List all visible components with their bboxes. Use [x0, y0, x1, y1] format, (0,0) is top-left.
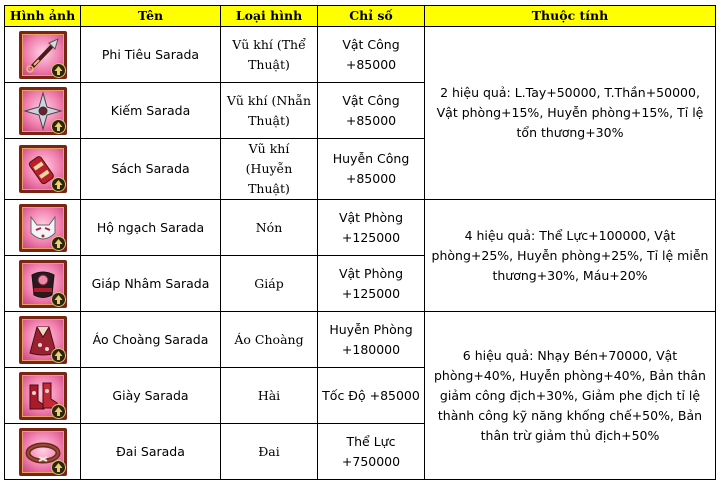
upgrade-arrow-icon [51, 348, 66, 363]
set-effect-2: 2 hiệu quả: L.Tay+50000, T.Thần+50000, Vật phòng+15%, Huyễn phòng+15%, Tỉ lệ tổn thương+30% [425, 27, 716, 200]
item-stat: Vật Phòng +125000 [318, 200, 425, 256]
item-type: Đai [221, 424, 318, 480]
upgrade-arrow-icon [51, 236, 66, 251]
shuriken-icon [19, 87, 67, 135]
item-type: Nón [221, 200, 318, 256]
item-type: Giáp [221, 256, 318, 312]
boots-icon [19, 372, 67, 420]
item-stat: Vật Công +85000 [318, 27, 425, 83]
image-cell [5, 424, 81, 480]
item-type: Vũ khí (Nhẫn Thuật) [221, 83, 318, 139]
image-cell [5, 368, 81, 424]
item-stat: Huyễn Phòng +180000 [318, 312, 425, 368]
item-stat: Huyễn Công +85000 [318, 139, 425, 200]
upgrade-arrow-icon [51, 177, 66, 192]
table-row [5, 312, 716, 368]
item-stat: Vật Phòng +125000 [318, 256, 425, 312]
header-image: Hình ảnh [5, 6, 81, 27]
equipment-table [4, 5, 716, 480]
item-name: Áo Choàng Sarada [81, 312, 221, 368]
fox-mask-icon [19, 204, 67, 252]
header-name: Tên [81, 6, 221, 27]
item-name: Giày Sarada [81, 368, 221, 424]
belt-icon [19, 428, 67, 476]
item-name: Phi Tiêu Sarada [81, 27, 221, 83]
armor-icon [19, 260, 67, 308]
item-stat: Tốc Độ +85000 [318, 368, 425, 424]
header-stat: Chỉ số [318, 6, 425, 27]
upgrade-arrow-icon [51, 404, 66, 419]
upgrade-arrow-icon [51, 119, 66, 134]
item-name: Hộ ngạch Sarada [81, 200, 221, 256]
set-effect-4: 4 hiệu quả: Thể Lực+100000, Vật phòng+25%, Huyễn phòng+25%, Tỉ lệ miễn thương+30%, Máu+20% [425, 200, 716, 312]
item-name: Kiếm Sarada [81, 83, 221, 139]
image-cell [5, 312, 81, 368]
upgrade-arrow-icon [51, 63, 66, 78]
header-attribute: Thuộc tính [425, 6, 716, 27]
upgrade-arrow-icon [51, 292, 66, 307]
image-cell [5, 139, 81, 200]
upgrade-arrow-icon [51, 460, 66, 475]
item-name: Đai Sarada [81, 424, 221, 480]
header-type: Loại hình [221, 6, 318, 27]
image-cell [5, 256, 81, 312]
image-cell [5, 27, 81, 83]
set-effect-6: 6 hiệu quả: Nhạy Bén+70000, Vật phòng+40%, Huyễn phòng+40%, Bản thân giảm công địch+30%, Giảm phe địch tỉ lệ thành công kỹ năng khống chế+50%, Bản thân trừ giảm thủ địch+50% [425, 312, 716, 480]
item-type: Vũ khí (Huyễn Thuật) [221, 139, 318, 200]
table-row [5, 200, 716, 256]
item-type: Hài [221, 368, 318, 424]
kunai-icon [19, 31, 67, 79]
cloak-icon [19, 316, 67, 364]
table-row [5, 27, 716, 83]
item-type: Vũ khí (Thể Thuật) [221, 27, 318, 83]
image-cell [5, 200, 81, 256]
image-cell [5, 83, 81, 139]
item-stat: Thể Lực +750000 [318, 424, 425, 480]
item-name: Giáp Nhâm Sarada [81, 256, 221, 312]
item-name: Sách Sarada [81, 139, 221, 200]
scroll-icon [19, 145, 67, 193]
item-stat: Vật Công +85000 [318, 83, 425, 139]
header-row [5, 6, 716, 27]
item-type: Áo Choàng [221, 312, 318, 368]
